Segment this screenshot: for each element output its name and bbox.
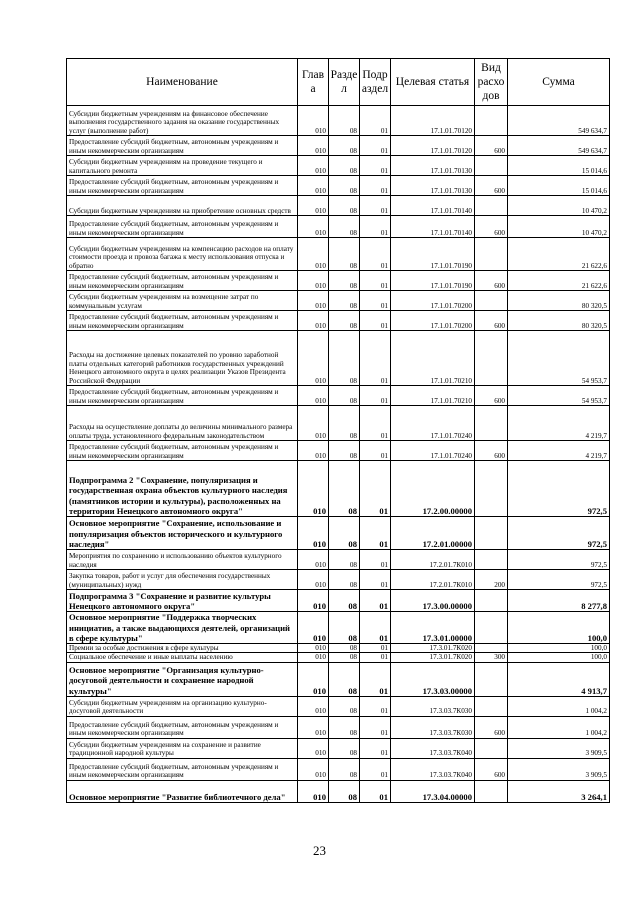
cell-target: 17.1.01.70240 <box>391 441 475 461</box>
cell-podrazdel: 01 <box>360 216 391 238</box>
cell-name: Предоставление субсидий бюджетным, автономным учреждениям и иным некоммерческим организациям <box>67 271 298 291</box>
cell-podrazdel: 01 <box>360 780 391 802</box>
cell-sum: 10 470,2 <box>508 216 610 238</box>
cell-target: 17.1.01.70200 <box>391 311 475 331</box>
cell-name: Премии за особые достижения в сфере культуры <box>67 644 298 653</box>
cell-glava: 010 <box>298 716 329 738</box>
cell-podrazdel: 01 <box>360 550 391 570</box>
cell-vid <box>475 780 508 802</box>
cell-sum: 972,5 <box>508 461 610 517</box>
cell-name: Расходы на достижение целевых показателей по уровню заработной платы отдельных категорий работников государственных учреждений Ненецкого автономного округа в целях реализации Указов Президента Российской Федерации <box>67 331 298 386</box>
cell-glava: 010 <box>298 176 329 196</box>
cell-sum: 21 622,6 <box>508 238 610 271</box>
cell-vid <box>475 238 508 271</box>
table-row <box>67 644 610 653</box>
cell-podrazdel: 01 <box>360 716 391 738</box>
cell-name: Предоставление субсидий бюджетным, автономным учреждениям и иным некоммерческим организациям <box>67 441 298 461</box>
cell-podrazdel: 01 <box>360 176 391 196</box>
cell-sum: 15 014,6 <box>508 176 610 196</box>
cell-vid: 600 <box>475 136 508 156</box>
cell-vid <box>475 461 508 517</box>
cell-name: Предоставление субсидий бюджетным, автономным учреждениям и иным некоммерческим организациям <box>67 136 298 156</box>
cell-podrazdel: 01 <box>360 696 391 716</box>
cell-podrazdel: 01 <box>360 570 391 590</box>
cell-razdel: 08 <box>329 550 360 570</box>
cell-razdel: 08 <box>329 291 360 311</box>
cell-sum: 3 909,5 <box>508 738 610 758</box>
cell-razdel: 08 <box>329 644 360 653</box>
cell-podrazdel: 01 <box>360 738 391 758</box>
col-header-razdel: Разде л <box>329 59 360 106</box>
cell-name: Субсидии бюджетным учреждениям на организацию культурно-досуговой деятельности <box>67 696 298 716</box>
cell-sum: 80 320,5 <box>508 311 610 331</box>
cell-target: 17.1.01.70130 <box>391 156 475 176</box>
cell-razdel: 08 <box>329 441 360 461</box>
table-row <box>67 441 610 461</box>
cell-name: Основное мероприятие "Поддержка творческих инициатив, а также выдающихся деятелей, организаций в сфере культуры" <box>67 612 298 644</box>
table-row <box>67 461 610 517</box>
cell-glava: 010 <box>298 590 329 612</box>
cell-podrazdel: 01 <box>360 653 391 662</box>
cell-name: Предоставление субсидий бюджетным, автономным учреждениям и иным некоммерческим организациям <box>67 386 298 406</box>
table-row <box>67 590 610 612</box>
cell-target: 17.1.01.70190 <box>391 271 475 291</box>
cell-razdel: 08 <box>329 196 360 216</box>
cell-glava: 010 <box>298 570 329 590</box>
cell-target: 17.3.03.7К040 <box>391 758 475 780</box>
cell-name: Подпрограмма 3 "Сохранение и развитие культуры Ненецкого автономного округа" <box>67 590 298 612</box>
cell-name: Предоставление субсидий бюджетным, автономным учреждениям и иным некоммерческим организациям <box>67 716 298 738</box>
cell-name: Подпрограмма 2 "Сохранение, популяризация и государственная охрана объектов культурного наследия (памятников истории и культуры), расположенных на территории Ненецкого автономного округа" <box>67 461 298 517</box>
table-row <box>67 238 610 271</box>
cell-razdel: 08 <box>329 136 360 156</box>
col-header-name: Наименование <box>67 59 298 106</box>
col-header-sum: Сумма <box>508 59 610 106</box>
cell-vid: 600 <box>475 176 508 196</box>
cell-vid <box>475 406 508 441</box>
cell-glava: 010 <box>298 196 329 216</box>
cell-podrazdel: 01 <box>360 238 391 271</box>
cell-sum: 80 320,5 <box>508 291 610 311</box>
cell-glava: 010 <box>298 662 329 696</box>
table-row <box>67 156 610 176</box>
cell-razdel: 08 <box>329 331 360 386</box>
col-header-vid: Вид расхо дов <box>475 59 508 106</box>
table-row <box>67 716 610 738</box>
cell-name: Субсидии бюджетным учреждениям на финансовое обеспечение выполнения государственного задания на оказание государственных услуг (выполнение работ) <box>67 106 298 136</box>
col-header-podrazdel: Подр аздел <box>360 59 391 106</box>
cell-sum: 100,0 <box>508 612 610 644</box>
cell-razdel: 08 <box>329 461 360 517</box>
cell-razdel: 08 <box>329 106 360 136</box>
cell-sum: 54 953,7 <box>508 331 610 386</box>
cell-vid <box>475 662 508 696</box>
table-body <box>67 106 610 803</box>
table-row <box>67 406 610 441</box>
cell-podrazdel: 01 <box>360 271 391 291</box>
cell-glava: 010 <box>298 386 329 406</box>
cell-razdel: 08 <box>329 311 360 331</box>
table-row <box>67 662 610 696</box>
budget-table <box>66 58 610 803</box>
cell-razdel: 08 <box>329 662 360 696</box>
cell-podrazdel: 01 <box>360 517 391 550</box>
cell-glava: 010 <box>298 271 329 291</box>
cell-vid <box>475 291 508 311</box>
cell-vid <box>475 696 508 716</box>
table-row <box>67 612 610 644</box>
cell-razdel: 08 <box>329 406 360 441</box>
cell-target: 17.3.01.7К020 <box>391 644 475 653</box>
cell-vid: 600 <box>475 271 508 291</box>
table-row <box>67 696 610 716</box>
cell-vid: 600 <box>475 716 508 738</box>
cell-razdel: 08 <box>329 758 360 780</box>
cell-glava: 010 <box>298 461 329 517</box>
cell-name: Социальное обеспечение и иные выплаты населению <box>67 653 298 662</box>
table-header-row <box>67 59 610 106</box>
cell-target: 17.3.00.00000 <box>391 590 475 612</box>
cell-razdel: 08 <box>329 156 360 176</box>
table-row <box>67 176 610 196</box>
cell-sum: 1 004,2 <box>508 716 610 738</box>
cell-target: 17.3.03.7К030 <box>391 696 475 716</box>
cell-glava: 010 <box>298 216 329 238</box>
cell-glava: 010 <box>298 653 329 662</box>
cell-razdel: 08 <box>329 590 360 612</box>
cell-sum: 8 277,8 <box>508 590 610 612</box>
cell-razdel: 08 <box>329 176 360 196</box>
cell-glava: 010 <box>298 696 329 716</box>
cell-razdel: 08 <box>329 216 360 238</box>
cell-glava: 010 <box>298 331 329 386</box>
cell-glava: 010 <box>298 441 329 461</box>
cell-razdel: 08 <box>329 238 360 271</box>
cell-podrazdel: 01 <box>360 156 391 176</box>
cell-name: Предоставление субсидий бюджетным, автономным учреждениям и иным некоммерческим организациям <box>67 176 298 196</box>
table-row <box>67 331 610 386</box>
cell-razdel: 08 <box>329 653 360 662</box>
cell-vid: 300 <box>475 653 508 662</box>
cell-glava: 010 <box>298 644 329 653</box>
cell-podrazdel: 01 <box>360 106 391 136</box>
cell-sum: 4 913,7 <box>508 662 610 696</box>
cell-target: 17.1.01.70120 <box>391 106 475 136</box>
cell-vid <box>475 196 508 216</box>
cell-sum: 100,0 <box>508 653 610 662</box>
page-number: 23 <box>313 843 326 858</box>
cell-sum: 4 219,7 <box>508 406 610 441</box>
cell-name: Предоставление субсидий бюджетным, автономным учреждениям и иным некоммерческим организациям <box>67 216 298 238</box>
cell-glava: 010 <box>298 780 329 802</box>
cell-glava: 010 <box>298 156 329 176</box>
cell-sum: 100,0 <box>508 644 610 653</box>
table-row <box>67 216 610 238</box>
cell-name: Субсидии бюджетным учреждениям на приобретение основных средств <box>67 196 298 216</box>
cell-vid: 600 <box>475 758 508 780</box>
cell-name: Субсидии бюджетным учреждениям на проведение текущего и капитального ремонта <box>67 156 298 176</box>
cell-name: Субсидии бюджетным учреждениям на сохранение и развитие традиционной народной культуры <box>67 738 298 758</box>
table-row <box>67 311 610 331</box>
col-header-glava: Глав а <box>298 59 329 106</box>
cell-vid: 600 <box>475 386 508 406</box>
cell-glava: 010 <box>298 311 329 331</box>
cell-podrazdel: 01 <box>360 311 391 331</box>
cell-sum: 549 634,7 <box>508 136 610 156</box>
table-row <box>67 738 610 758</box>
cell-glava: 010 <box>298 106 329 136</box>
cell-target: 17.2.01.7К010 <box>391 550 475 570</box>
cell-glava: 010 <box>298 238 329 271</box>
cell-sum: 549 634,7 <box>508 106 610 136</box>
cell-name: Расходы на осуществление доплаты до величины минимального размера оплаты труда, установленного федеральным законодательством <box>67 406 298 441</box>
cell-podrazdel: 01 <box>360 386 391 406</box>
table-row <box>67 517 610 550</box>
cell-target: 17.3.03.7К030 <box>391 716 475 738</box>
table-row <box>67 550 610 570</box>
cell-podrazdel: 01 <box>360 644 391 653</box>
cell-name: Субсидии бюджетным учреждениям на компенсацию расходов на оплату стоимости проезда и провоза багажа к месту использования отпуска и обратно <box>67 238 298 271</box>
table-row <box>67 653 610 662</box>
cell-name: Мероприятия по сохранению и использованию объектов культурного наследия <box>67 550 298 570</box>
cell-target: 17.3.03.00000 <box>391 662 475 696</box>
cell-target: 17.1.01.70120 <box>391 136 475 156</box>
table-row <box>67 780 610 802</box>
cell-target: 17.1.01.70140 <box>391 196 475 216</box>
cell-vid: 600 <box>475 441 508 461</box>
cell-razdel: 08 <box>329 612 360 644</box>
col-header-target: Целевая статья <box>391 59 475 106</box>
table-row <box>67 106 610 136</box>
table-row <box>67 136 610 156</box>
cell-podrazdel: 01 <box>360 291 391 311</box>
cell-target: 17.1.01.70210 <box>391 386 475 406</box>
cell-target: 17.2.00.00000 <box>391 461 475 517</box>
cell-glava: 010 <box>298 517 329 550</box>
cell-podrazdel: 01 <box>360 758 391 780</box>
cell-vid: 200 <box>475 570 508 590</box>
table-row <box>67 570 610 590</box>
cell-razdel: 08 <box>329 696 360 716</box>
cell-name: Основное мероприятие "Сохранение, использование и популяризация объектов исторического и культурного наследия" <box>67 517 298 550</box>
cell-podrazdel: 01 <box>360 136 391 156</box>
cell-sum: 972,5 <box>508 517 610 550</box>
cell-vid: 600 <box>475 216 508 238</box>
cell-vid <box>475 612 508 644</box>
table-row <box>67 758 610 780</box>
cell-podrazdel: 01 <box>360 331 391 386</box>
cell-target: 17.3.04.00000 <box>391 780 475 802</box>
cell-target: 17.1.01.70140 <box>391 216 475 238</box>
cell-name: Субсидии бюджетным учреждениям на возмещение затрат по коммунальным услугам <box>67 291 298 311</box>
cell-sum: 3 264,1 <box>508 780 610 802</box>
cell-target: 17.2.01.00000 <box>391 517 475 550</box>
cell-name: Предоставление субсидий бюджетным, автономным учреждениям и иным некоммерческим организациям <box>67 758 298 780</box>
cell-razdel: 08 <box>329 716 360 738</box>
table-row <box>67 386 610 406</box>
cell-glava: 010 <box>298 758 329 780</box>
cell-sum: 15 014,6 <box>508 156 610 176</box>
cell-target: 17.1.01.70190 <box>391 238 475 271</box>
cell-glava: 010 <box>298 738 329 758</box>
cell-razdel: 08 <box>329 386 360 406</box>
cell-name: Основное мероприятие "Развитие библиотечного дела" <box>67 780 298 802</box>
cell-vid <box>475 517 508 550</box>
cell-sum: 1 004,2 <box>508 696 610 716</box>
cell-sum: 54 953,7 <box>508 386 610 406</box>
cell-target: 17.3.01.00000 <box>391 612 475 644</box>
cell-sum: 21 622,6 <box>508 271 610 291</box>
cell-podrazdel: 01 <box>360 662 391 696</box>
cell-podrazdel: 01 <box>360 461 391 517</box>
cell-razdel: 08 <box>329 780 360 802</box>
cell-glava: 010 <box>298 136 329 156</box>
cell-name: Предоставление субсидий бюджетным, автономным учреждениям и иным некоммерческим организациям <box>67 311 298 331</box>
cell-glava: 010 <box>298 550 329 570</box>
cell-target: 17.1.01.70200 <box>391 291 475 311</box>
cell-vid <box>475 106 508 136</box>
table-row <box>67 271 610 291</box>
cell-vid: 600 <box>475 311 508 331</box>
cell-razdel: 08 <box>329 570 360 590</box>
cell-target: 17.1.01.70130 <box>391 176 475 196</box>
cell-podrazdel: 01 <box>360 441 391 461</box>
cell-name: Основное мероприятие "Организация культурно-досуговой деятельности и сохранение народной культуры" <box>67 662 298 696</box>
cell-vid <box>475 331 508 386</box>
cell-target: 17.1.01.70240 <box>391 406 475 441</box>
cell-podrazdel: 01 <box>360 196 391 216</box>
cell-sum: 4 219,7 <box>508 441 610 461</box>
cell-podrazdel: 01 <box>360 406 391 441</box>
cell-target: 17.3.03.7К040 <box>391 738 475 758</box>
cell-vid <box>475 156 508 176</box>
cell-glava: 010 <box>298 406 329 441</box>
cell-sum: 972,5 <box>508 570 610 590</box>
table-row <box>67 291 610 311</box>
cell-glava: 010 <box>298 612 329 644</box>
cell-glava: 010 <box>298 291 329 311</box>
cell-target: 17.3.01.7К020 <box>391 653 475 662</box>
cell-target: 17.2.01.7К010 <box>391 570 475 590</box>
cell-vid <box>475 738 508 758</box>
cell-vid <box>475 550 508 570</box>
table-row <box>67 196 610 216</box>
cell-sum: 972,5 <box>508 550 610 570</box>
cell-vid <box>475 590 508 612</box>
cell-razdel: 08 <box>329 738 360 758</box>
cell-podrazdel: 01 <box>360 590 391 612</box>
cell-podrazdel: 01 <box>360 612 391 644</box>
cell-razdel: 08 <box>329 271 360 291</box>
cell-sum: 3 909,5 <box>508 758 610 780</box>
cell-razdel: 08 <box>329 517 360 550</box>
cell-name: Закупка товаров, работ и услуг для обеспечения государственных (муниципальных) нужд <box>67 570 298 590</box>
cell-vid <box>475 644 508 653</box>
cell-sum: 10 470,2 <box>508 196 610 216</box>
cell-target: 17.1.01.70210 <box>391 331 475 386</box>
